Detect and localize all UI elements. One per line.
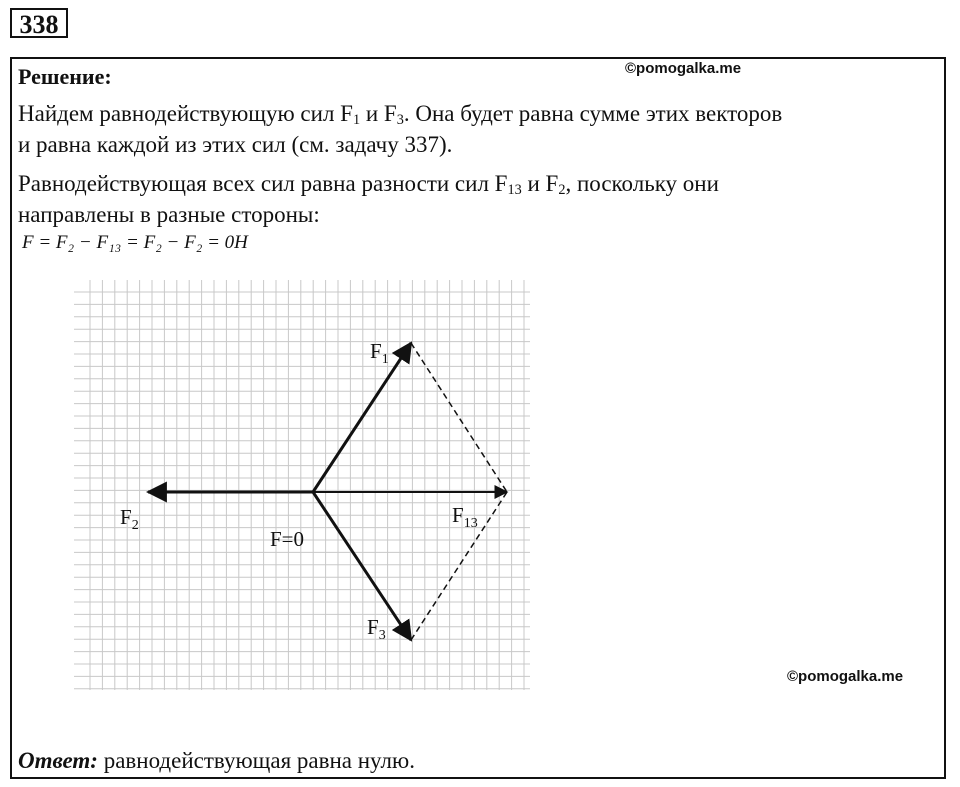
p1-sub-1: 1 bbox=[352, 111, 361, 128]
label-f13: $F_{13}$ bbox=[452, 503, 478, 531]
section-title: Решение: bbox=[18, 64, 112, 89]
label-f1: $F_1$ bbox=[370, 339, 389, 367]
p2-sub-2: 2 bbox=[558, 181, 566, 198]
p1-text-b: и F bbox=[360, 101, 397, 126]
p2-line-2: направлены в разные стороны: bbox=[18, 202, 320, 227]
vector-f3 bbox=[313, 492, 411, 640]
label-result: F=0 bbox=[270, 527, 305, 551]
answer-label: Ответ: bbox=[18, 748, 98, 773]
p2-text-c: , поскольку они bbox=[565, 171, 719, 196]
answer-text: равнодействующая равна нулю. bbox=[97, 748, 415, 773]
p1-sub-3: 3 bbox=[396, 111, 404, 128]
p2-text-a: Равнодействующая всех сил равна разности сил F bbox=[18, 171, 508, 196]
label-f3: $F_3$ bbox=[367, 615, 386, 643]
problem-number: 338 bbox=[10, 8, 68, 38]
p2-text-b: и F bbox=[521, 171, 559, 196]
p1-line-2: и равна каждой из этих сил (см. задачу 337). bbox=[18, 132, 453, 157]
p1-text-c: . Она будет равна сумме этих векторов bbox=[403, 101, 783, 126]
p1-text-a: Найдем равнодействующую сил F bbox=[18, 101, 353, 126]
answer bbox=[18, 748, 415, 774]
dashed-side-top bbox=[411, 343, 507, 492]
formula: F = F₂ − F₁₃ = F₂ − F₂ = 0H bbox=[22, 232, 248, 253]
vector-f1 bbox=[313, 343, 411, 492]
watermark-bottom: ©pomogalka.me bbox=[787, 668, 904, 685]
graph-grid bbox=[74, 280, 530, 690]
p2-sub-13: 13 bbox=[507, 181, 522, 198]
watermark-top: ©pomogalka.me bbox=[625, 60, 742, 77]
label-f2: $F_2$ bbox=[120, 505, 139, 533]
